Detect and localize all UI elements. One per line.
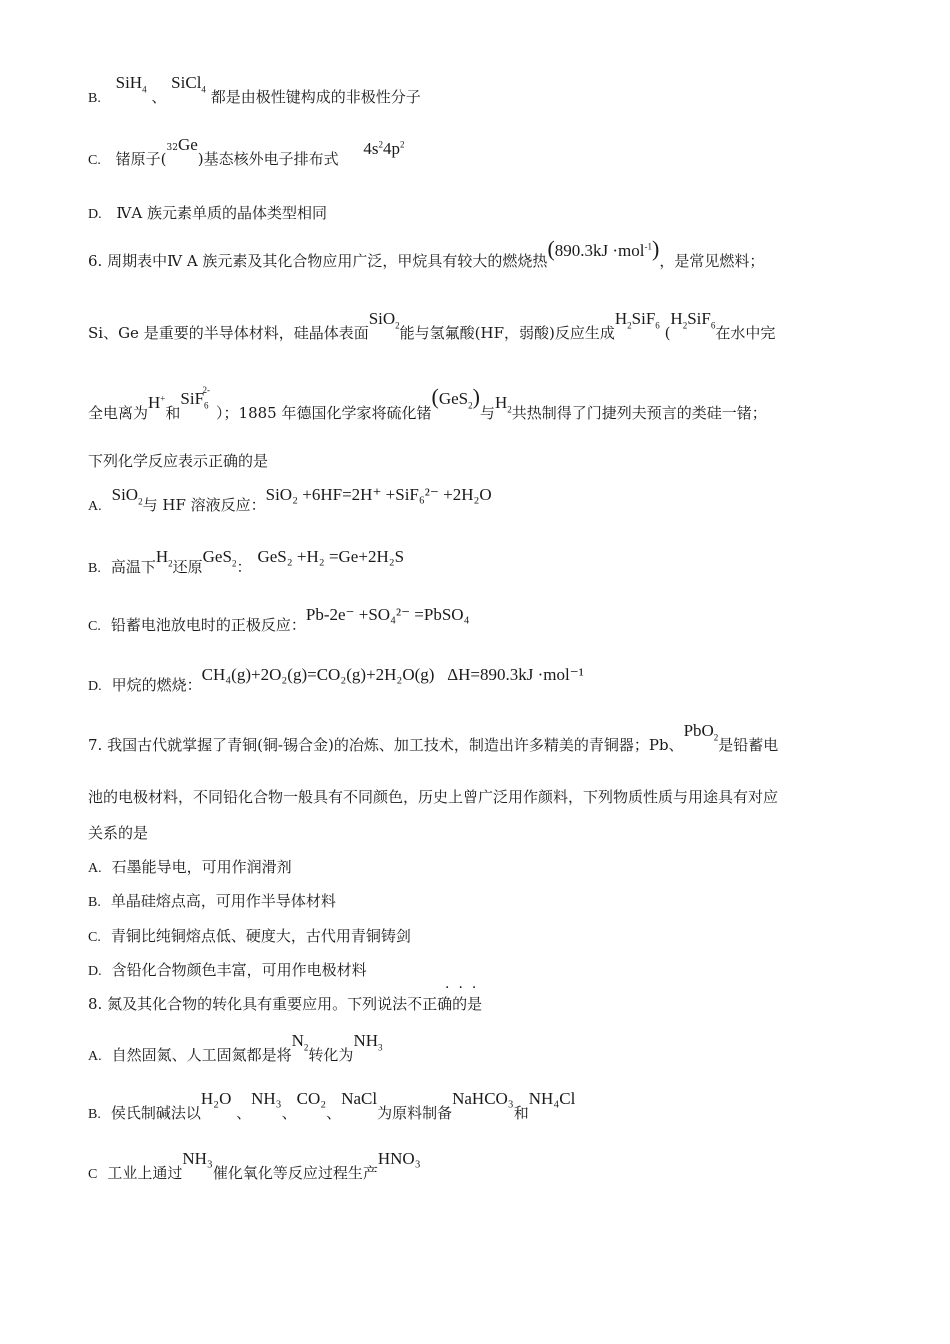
q6-stem-line3: 全电离为H+和SiF$_6^{2-}$）；1885 年德国化学家将硫化锗(GeS$_2$)与$H_2$共热制得了门捷列夫预言的类硅一锗； <box>88 384 767 422</box>
q5-option-c: C. 锗原子($^{32}$Ge)基态核外电子排布式 $4s^24p^2$ <box>88 135 405 168</box>
formula-h2: $H_2$ <box>494 393 512 415</box>
formula-ges2: (GeS$_2$) <box>431 384 480 411</box>
q7-stem-line1: 7. 我国古代就掌握了青铜(铜-锡合金)的冶炼、加工技术，制造出许多精美的青铜器；Pb、PbO$_2$是铅蓄电 <box>88 721 779 754</box>
formula-sicl4: SiCl$_4$ <box>171 73 206 95</box>
formula-nh3: $NH_3$ <box>353 1031 383 1053</box>
formula-sio2: SiO$_2$ <box>111 485 143 507</box>
q5-option-d <box>88 202 327 223</box>
q6-option-c: C. 铅蓄电池放电时的正极反应：Pb-2e⁻ +SO₄²⁻ =PbSO₄ <box>88 605 470 634</box>
option-text: ⅣA 族元素单质的晶体类型相同 <box>116 204 327 222</box>
formula-h2sif6: $H_2SiF_6$ <box>614 309 660 331</box>
q8-option-b: B. 侯氏制碱法以H₂O 、NH₃、CO₂、NaCl为原料制备NaHCO₃和NH₄Cl <box>88 1089 576 1122</box>
formula-sio2: SiO$_2$ <box>368 309 400 331</box>
equation: SiO₂ +6HF=2H⁺ +SiF₆²⁻ +2H₂O <box>265 485 492 504</box>
emphasis-dots: ··· <box>445 980 486 996</box>
formula-pbo2: PbO$_2$ <box>683 721 719 743</box>
q6-stem-line4: 下列化学反应表示正确的是 <box>88 452 269 470</box>
formula-sih4: SiH$_4$ <box>115 73 147 95</box>
q7-option-b: B. 单晶硅熔点高，可用作半导体材料 <box>88 892 336 910</box>
q7-option-c: C. 青铜比纯铜熔点低、硬度大，古代用青铜铸剑 <box>88 927 411 945</box>
q6-option-a: A.SiO$_2$与 HF 溶液反应：SiO₂ +6HF=2H⁺ +SiF₆²⁻ +2H₂O <box>88 485 492 514</box>
option-text: 都是由极性键构成的非极性分子 <box>210 88 421 106</box>
q7-stem-line3: 关系的是 <box>88 824 149 842</box>
formula-n2: $N_2$ <box>291 1031 309 1053</box>
formula-heat: (890.3kJ ·mol$^{-1}$) <box>547 236 660 261</box>
q6-option-d: D. 甲烷的燃烧：CH₄(g)+2O₂(g)=CO₂(g)+2H₂O(g) ΔH=890.3kJ ·mol⁻¹ <box>88 665 584 694</box>
q6-option-b: B. 高温下$H_2$还原GeS$_2$：GeS₂ +H₂ =Ge+2H₂S <box>88 547 405 576</box>
q7-stem-line2: 池的电极材料，不同铅化合物一般具有不同颜色，历史上曾广泛用作颜料，下列物质性质与用途具有对应 <box>88 788 779 806</box>
option-label: B. <box>88 91 101 106</box>
q8-stem: 8. 氮及其化合物的转化具有重要应用。下列说法不正确的是 <box>88 995 483 1013</box>
formula-h-plus: H+ <box>148 393 166 412</box>
equation: Pb-2e⁻ +SO₄²⁻ =PbSO₄ <box>305 605 470 624</box>
q8-option-a: A. 自然固氮、人工固氮都是将$N_2$转化为$NH_3$ <box>88 1031 383 1064</box>
option-label: C. <box>88 153 101 168</box>
formula-config: $4s^24p^2$ <box>363 139 405 158</box>
q6-stem-line2: Si、Ge 是重要的半导体材料，硅晶体表面SiO$_2$能与氢氟酸(HF，弱酸)反应生成$H_2SiF_6$ ($H_2SiF_6$在水中完 <box>88 309 776 342</box>
q8-option-c: C 工业上通过NH₃催化氧化等反应过程生产HNO₃ <box>88 1149 421 1182</box>
formula-h2: $H_2$ <box>155 547 173 569</box>
formula-ges2: GeS$_2$ <box>202 547 237 569</box>
q5-option-b: B. SiH$_4$ 、 SiCl$_4$ 都是由极性键构成的非极性分子 <box>88 73 421 106</box>
q6-stem-line1: 6. 周期表中Ⅳ A 族元素及其化合物应用广泛，甲烷具有较大的燃烧热(890.3kJ ·mol$^{-1}$)，是常见燃料； <box>88 236 765 270</box>
option-label: D. <box>88 207 102 222</box>
formula-sif6: SiF$_6^{2-}$ <box>180 385 211 411</box>
equation: CH₄(g)+2O₂(g)=CO₂(g)+2H₂O(g) ΔH=890.3kJ ·mol⁻¹ <box>201 665 584 684</box>
formula-h2sif6-b: $H_2SiF_6$ <box>670 309 716 331</box>
q7-option-a: A. 石墨能导电，可用作润滑剂 <box>88 858 292 876</box>
q7-option-d: D. 含铅化合物颜色丰富，可用作电极材料 <box>88 961 367 979</box>
equation: GeS₂ +H₂ =Ge+2H₂S <box>257 547 405 566</box>
